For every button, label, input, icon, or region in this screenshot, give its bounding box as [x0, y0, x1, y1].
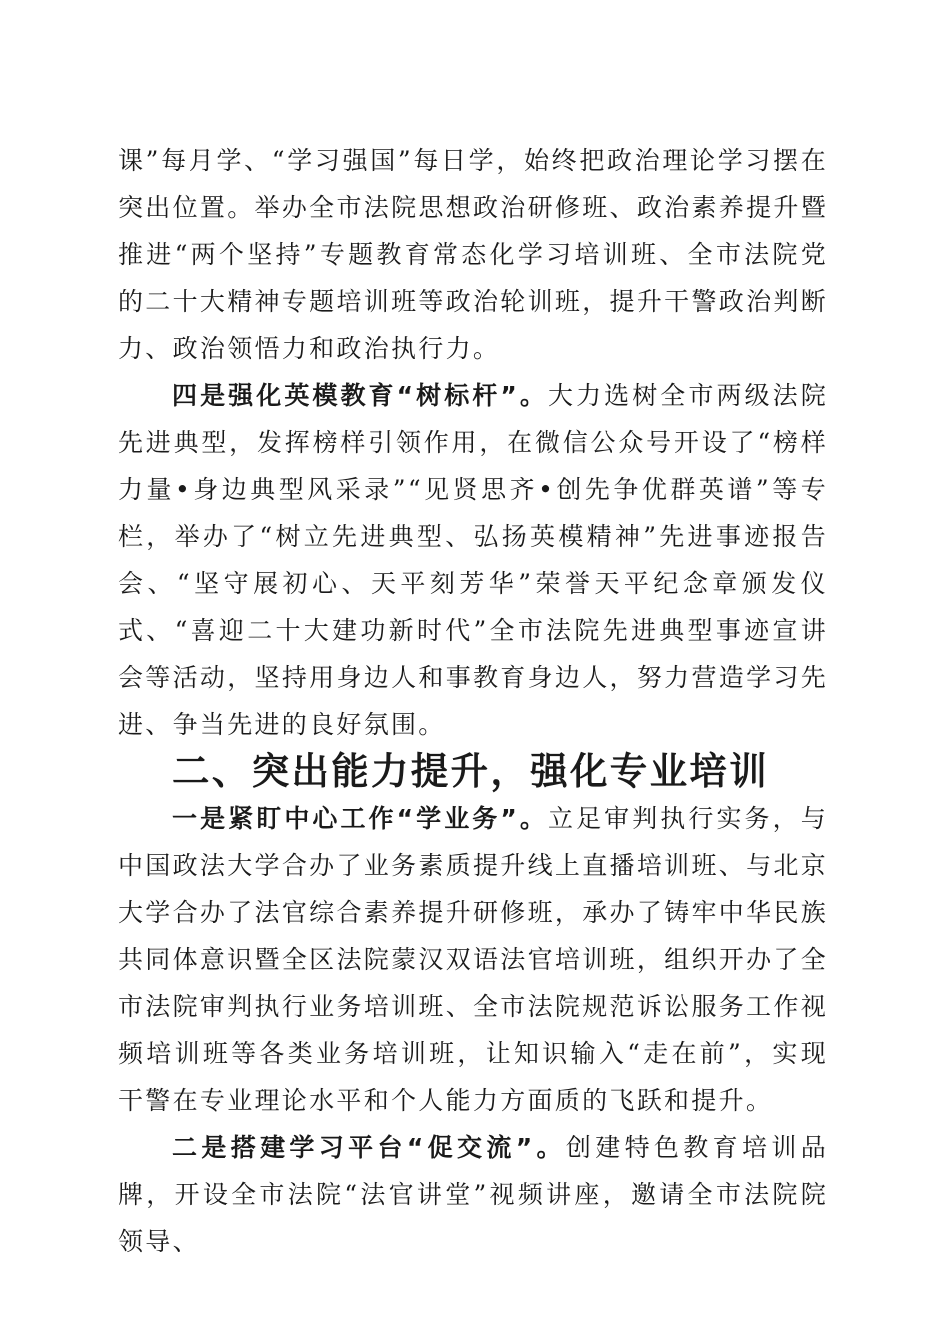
- document-body: [118, 137, 828, 1265]
- paragraph-text: 立足审判执行实务，与中国政法大学合办了业务素质提升线上直播培训班、与北京大学合办了法官综合素养提升研修班，承办了铸牢中华民族共同体意识暨全区法院蒙汉双语法官培训班，组织开办了全市法院审判执行业务培训班、全市法院规范诉讼服务工作视频培训班等各类业务培训班，让知识输入“走在前”，实现干警在专业理论水平和个人能力方面质的飞跃和提升。: [118, 804, 828, 1115]
- section-heading: 二、突出能力提升，强化专业培训: [172, 749, 769, 793]
- paragraph-text: 大力选树全市两级法院先进典型，发挥榜样引领作用，在微信公众号开设了“榜样力量•身边典型风采录”“见贤思齐•创先争优群英谱”等专栏，举办了“树立先进典型、弘扬英模精神”先进事迹报告会、“坚守展初心、天平刻芳华”荣誉天平纪念章颁发仪式、“喜迎二十大建功新时代”全市法院先进典型事迹宣讲会等活动，坚持用身边人和事教育身边人，努力营造学习先进、争当先进的良好氛围。: [118, 381, 828, 739]
- paragraph-continuation: [118, 137, 828, 372]
- paragraph-business-study: [118, 795, 828, 1124]
- paragraph-learning-platform: [118, 1124, 828, 1265]
- paragraph-text: 课”每月学、“学习强国”每日学，始终把政治理论学习摆在突出位置。举办全市法院思想政治研修班、政治素养提升暨推进“两个坚持”专题教育常态化学习培训班、全市法院党的二十大精神专题培训班等政治轮训班，提升干警政治判断力、政治领悟力和政治执行力。: [118, 146, 828, 363]
- paragraph-text: 创建特色教育培训品牌，开设全市法院“法官讲堂”视频讲座，邀请全市法院院领导、: [118, 1133, 829, 1256]
- paragraph-role-models: [118, 372, 828, 748]
- paragraph-lead: 二是搭建学习平台“促交流”。: [172, 1133, 566, 1162]
- paragraph-lead: 一是紧盯中心工作“学业务”。: [172, 804, 548, 833]
- paragraph-lead: 四是强化英模教育“树标杆”。: [172, 381, 548, 410]
